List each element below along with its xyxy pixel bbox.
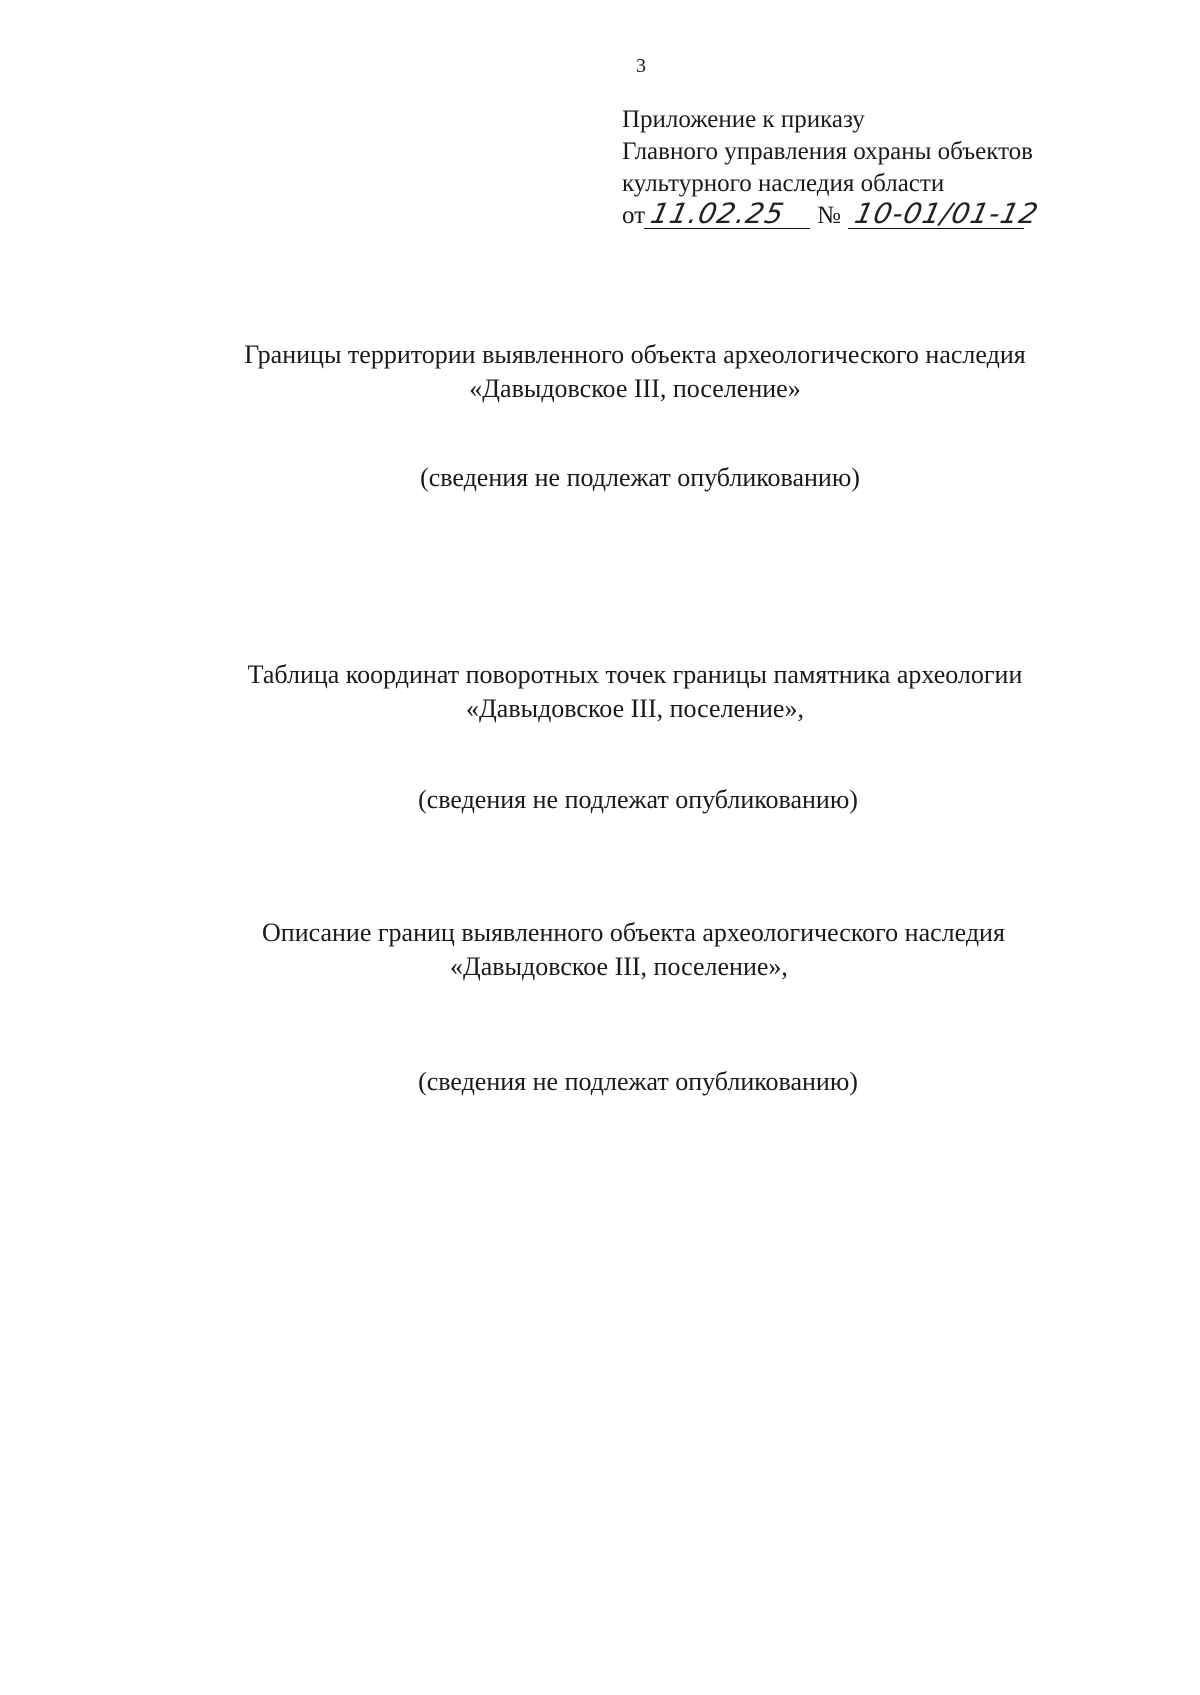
handwritten-date: 11.02.25 — [644, 200, 816, 229]
section-title-line-1: Описание границ выявленного объекта археологического наследия — [262, 918, 1005, 947]
notice-not-for-publication: (сведения не подлежат опубликованию) — [420, 463, 860, 492]
section-title-line-1: Границы территории выявленного объекта археологического наследия — [244, 340, 1026, 369]
number-sign: № — [817, 202, 841, 229]
appendix-line-1: Приложение к приказу — [622, 106, 865, 133]
section-title-line-1: Таблица координат поворотных точек границы памятника археологии — [247, 660, 1023, 689]
section-title-coordinates-table — [200, 658, 1070, 726]
section-title-line-2: «Давыдовское III, поселение» — [469, 374, 801, 403]
notice-not-for-publication: (сведения не подлежат опубликованию) — [418, 1067, 858, 1096]
appendix-header — [622, 104, 1042, 234]
date-prefix: от — [622, 202, 646, 229]
page-number: 3 — [636, 55, 646, 77]
appendix-date-number-row — [622, 197, 1042, 234]
notice-not-for-publication: (сведения не подлежат опубликованию) — [418, 785, 858, 814]
handwritten-number: 10-01/01-12 — [848, 200, 1030, 229]
appendix-line-3: культурного наследия области — [622, 170, 945, 197]
section-title-description — [262, 916, 1132, 984]
section-title-line-2: «Давыдовское III, поселение», — [450, 952, 788, 981]
appendix-line-2: Главного управления охраны объектов — [622, 138, 1033, 165]
section-title-line-2: «Давыдовское III, поселение», — [466, 694, 804, 723]
section-title-boundaries — [200, 338, 1070, 406]
